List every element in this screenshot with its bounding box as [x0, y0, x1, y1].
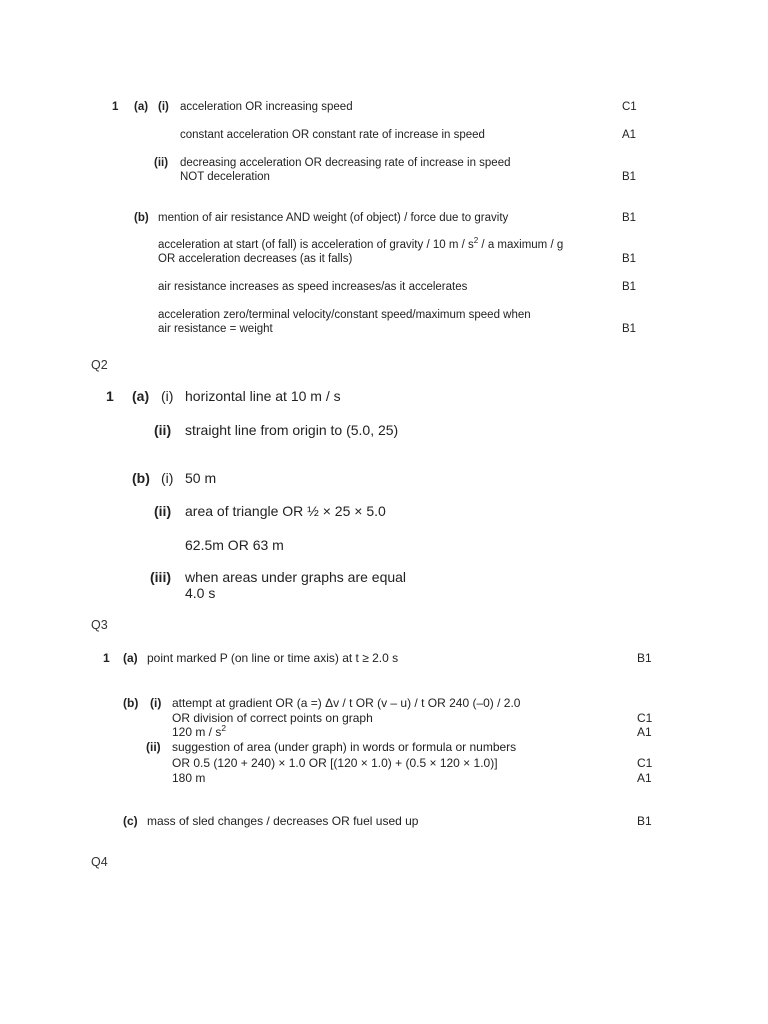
q3-b-ii-line3: 180 m: [172, 771, 206, 785]
q2-b-iii-label: (iii): [150, 569, 171, 585]
q1-a-i-line1: acceleration OR increasing speed: [180, 101, 353, 113]
q1-number: 1: [112, 101, 119, 113]
q2-b-iii-answer: 4.0 s: [185, 585, 216, 601]
q1-part-b-label: (b): [134, 212, 149, 224]
q2-b-iii-text: when areas under graphs are equal: [185, 569, 407, 585]
q2-b-ii-label: (ii): [154, 503, 172, 519]
q1-b-line4-mark: B1: [622, 323, 637, 335]
q1-b-line1: mention of air resistance AND weight (of object) / force due to gravity: [158, 212, 509, 224]
q3-b-i-line3-mark: A1: [637, 725, 652, 739]
q3-a-mark: B1: [637, 651, 652, 665]
q3-b-ii-line3-mark: A1: [637, 771, 652, 785]
q1-b-line3: air resistance increases as speed increases/as it accelerates: [158, 281, 468, 293]
q1-b-line2b: OR acceleration decreases (as it falls): [158, 253, 353, 265]
q3-part-a-label: (a): [123, 651, 138, 665]
q2-a-ii-text: straight line from origin to (5.0, 25): [185, 422, 399, 438]
q3-b-ii-label: (ii): [146, 740, 161, 754]
q3-number: 1: [103, 651, 110, 665]
q3-c-mark: B1: [637, 814, 652, 828]
q3-b-ii-line1: suggestion of area (under graph) in words or formula or numbers: [172, 740, 517, 754]
q3-b-ii-line2-mark: C1: [637, 756, 653, 770]
q1-b-line2-mark: B1: [622, 253, 637, 265]
q2-b-ii-text: area of triangle OR ½ × 25 × 5.0: [185, 503, 386, 519]
q3-c-text: mass of sled changes / decreases OR fuel used up: [147, 814, 419, 828]
q1-b-line4a: acceleration zero/terminal velocity/constant speed/maximum speed when: [158, 309, 531, 321]
q3-a-text: point marked P (on line or time axis) at t ≥ 2.0 s: [147, 651, 399, 665]
q3-b-ii-line2: OR 0.5 (120 + 240) × 1.0 OR [(120 × 1.0) + (0.5 × 120 × 1.0)]: [172, 756, 498, 770]
q2-a-i-label: (i): [161, 388, 174, 404]
q1-a-i-line2-mark: A1: [622, 129, 637, 141]
q1-a-ii-line2: NOT deceleration: [180, 171, 270, 183]
q3-b-i-label: (i): [150, 696, 162, 710]
q1-b-line4b: air resistance = weight: [158, 323, 273, 335]
q2-a-ii-label: (ii): [154, 422, 172, 438]
q3-b-i-line1: attempt at gradient OR (a =) Δv / t OR (v – u) / t OR 240 (–0) / 2.0: [172, 696, 521, 710]
q2-part-b-label: (b): [132, 470, 150, 486]
q1-b-line2: acceleration at start (of fall) is acceleration of gravity / 10 m / $s^2$ / a maximum / g: [158, 236, 564, 251]
q3-part-c-label: (c): [123, 814, 138, 828]
q1-a-i-label: (i): [158, 101, 169, 113]
q2-part-a-label: (a): [132, 388, 150, 404]
q2-a-i-text: horizontal line at 10 m / s: [185, 388, 341, 404]
q3-part-b-label: (b): [123, 696, 139, 710]
q1-a-i-line1-mark: C1: [622, 101, 637, 113]
q2-b-i-text: 50 m: [185, 470, 217, 486]
q3-b-i-line2: OR division of correct points on graph: [172, 711, 373, 725]
q1-a-ii-line1: decreasing acceleration OR decreasing rate of increase in speed: [180, 157, 511, 169]
q2-b-ii-answer: 62.5m OR 63 m: [185, 537, 284, 553]
q1-a-ii-mark: B1: [622, 171, 637, 183]
q2-heading: Q2: [91, 358, 108, 372]
q1-b-line3-mark: B1: [622, 281, 637, 293]
q2-b-i-label: (i): [161, 470, 174, 486]
q4-heading: Q4: [91, 855, 108, 869]
q1-b-line1-mark: B1: [622, 212, 637, 224]
q1-a-ii-label: (ii): [154, 157, 169, 169]
q1-a-i-line2: constant acceleration OR constant rate of increase in speed: [180, 129, 485, 141]
q2-number: 1: [106, 388, 114, 404]
q3-b-i-line2-mark: C1: [637, 711, 653, 725]
q3-b-i-line3: 120 m / $s^2$: [172, 723, 227, 739]
q3-heading: Q3: [91, 618, 108, 632]
q1-part-a-label: (a): [134, 101, 149, 113]
